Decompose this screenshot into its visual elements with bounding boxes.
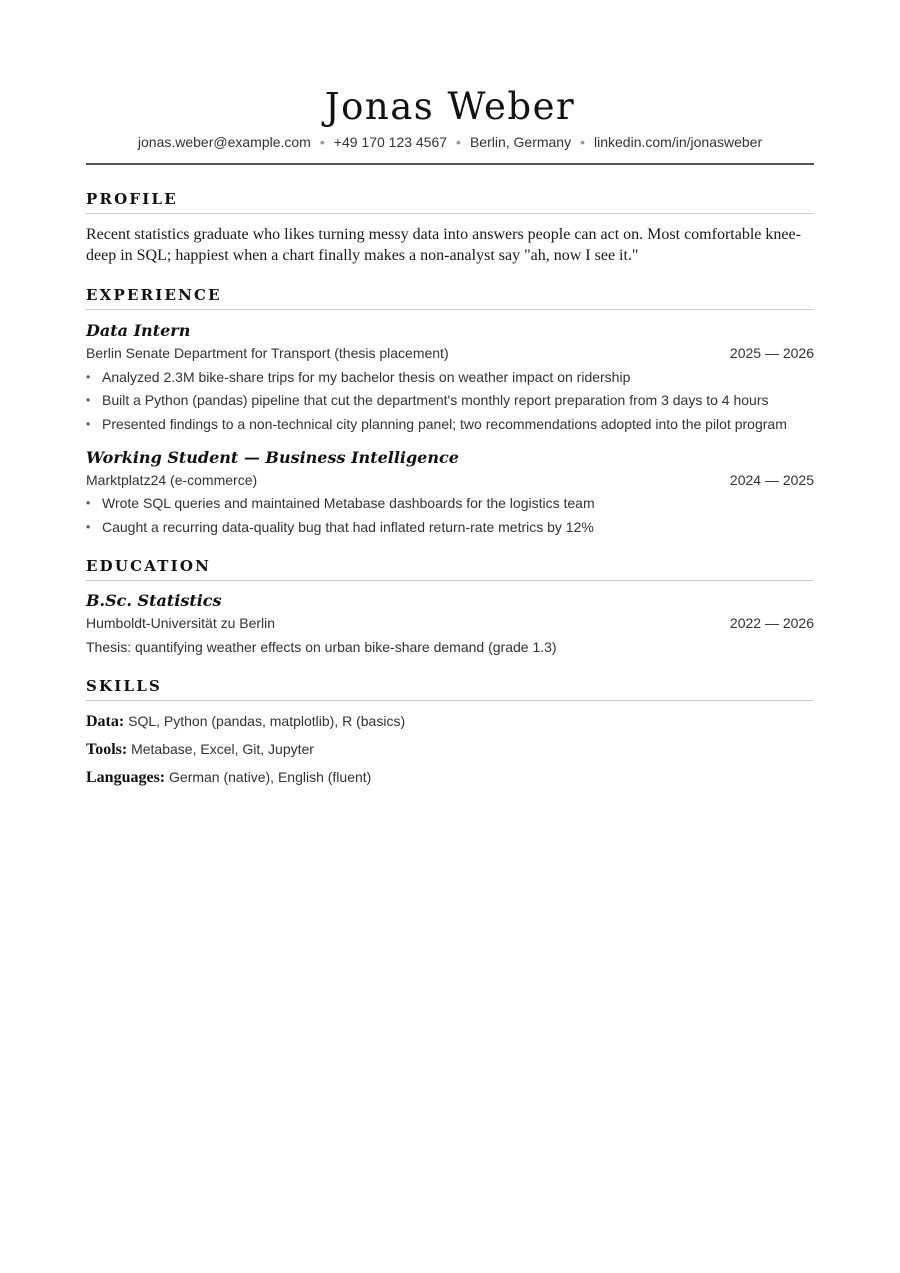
section-divider [86,580,814,581]
profile-heading: PROFILE [86,190,178,208]
profile-summary: Recent statistics graduate who likes turning messy data into answers people can act on. Most comfortable knee-deep in SQL; happiest when a chart finally makes a non-analyst say "ah, now I see it." [86,226,801,264]
header-divider [86,163,814,165]
bullet-text: Presented findings to a non-technical city planning panel; two recommendations adopted into the pilot program [102,416,787,432]
skill-value: Metabase, Excel, Git, Jupyter [131,741,314,757]
job-organization: Marktplatz24 (e-commerce) [86,472,258,488]
bullet-mark: • [86,496,91,510]
skill-row [86,768,371,787]
skill-row [86,740,314,759]
bullet-mark: • [86,393,91,407]
thesis-text: Thesis: quantifying weather effects on urban bike-share demand (grade 1.3) [86,639,557,655]
bullet-text: Wrote SQL queries and maintained Metabase dashboards for the logistics team [102,495,595,511]
experience-heading: EXPERIENCE [86,286,222,304]
bullet-text: Built a Python (pandas) pipeline that cut the department's monthly report preparation from 3 days to 4 hours [102,392,769,408]
bullet-text: Analyzed 2.3M bike-share trips for my bachelor thesis on weather impact on ridership [102,369,631,385]
phone-text: +49 170 123 4567 [333,134,448,150]
job-title: Data Intern [86,321,191,340]
job-dates: 2024 — 2025 [729,472,814,488]
contact-line [86,133,814,151]
job-dates: 2025 — 2026 [729,345,814,361]
skill-value: German (native), English (fluent) [169,769,372,785]
linkedin-text: linkedin.com/in/jonasweber [594,134,763,150]
skill-label: Languages: [86,769,166,786]
section-divider [86,213,814,214]
degree-title: B.Sc. Statistics [86,591,222,610]
skill-label: Data: [86,713,125,730]
skill-row [86,712,405,731]
job-organization: Berlin Senate Department for Transport (thesis placement) [86,345,449,361]
section-divider [86,309,814,310]
section-divider [86,700,814,701]
skills-heading: SKILLS [86,677,163,695]
school-name: Humboldt-Universität zu Berlin [86,615,276,631]
location-text: Berlin, Germany [469,134,572,150]
separator-dot: • [319,134,325,150]
education-dates: 2022 — 2026 [729,615,814,631]
candidate-name: Jonas Weber [324,85,576,128]
email-text: jonas.weber@example.com [137,134,311,150]
skill-value: SQL, Python (pandas, matplotlib), R (basics) [128,713,406,729]
bullet-mark: • [86,370,91,384]
skill-label: Tools: [86,741,128,758]
bullet-mark: • [86,520,91,534]
bullet-text: Caught a recurring data-quality bug that had inflated return-rate metrics by 12% [102,519,594,535]
job-title: Working Student — Business Intelligence [86,448,459,467]
separator-dot: • [580,134,586,150]
education-heading: EDUCATION [86,557,212,575]
separator-dot: • [456,134,461,150]
bullet-mark: • [86,417,91,431]
